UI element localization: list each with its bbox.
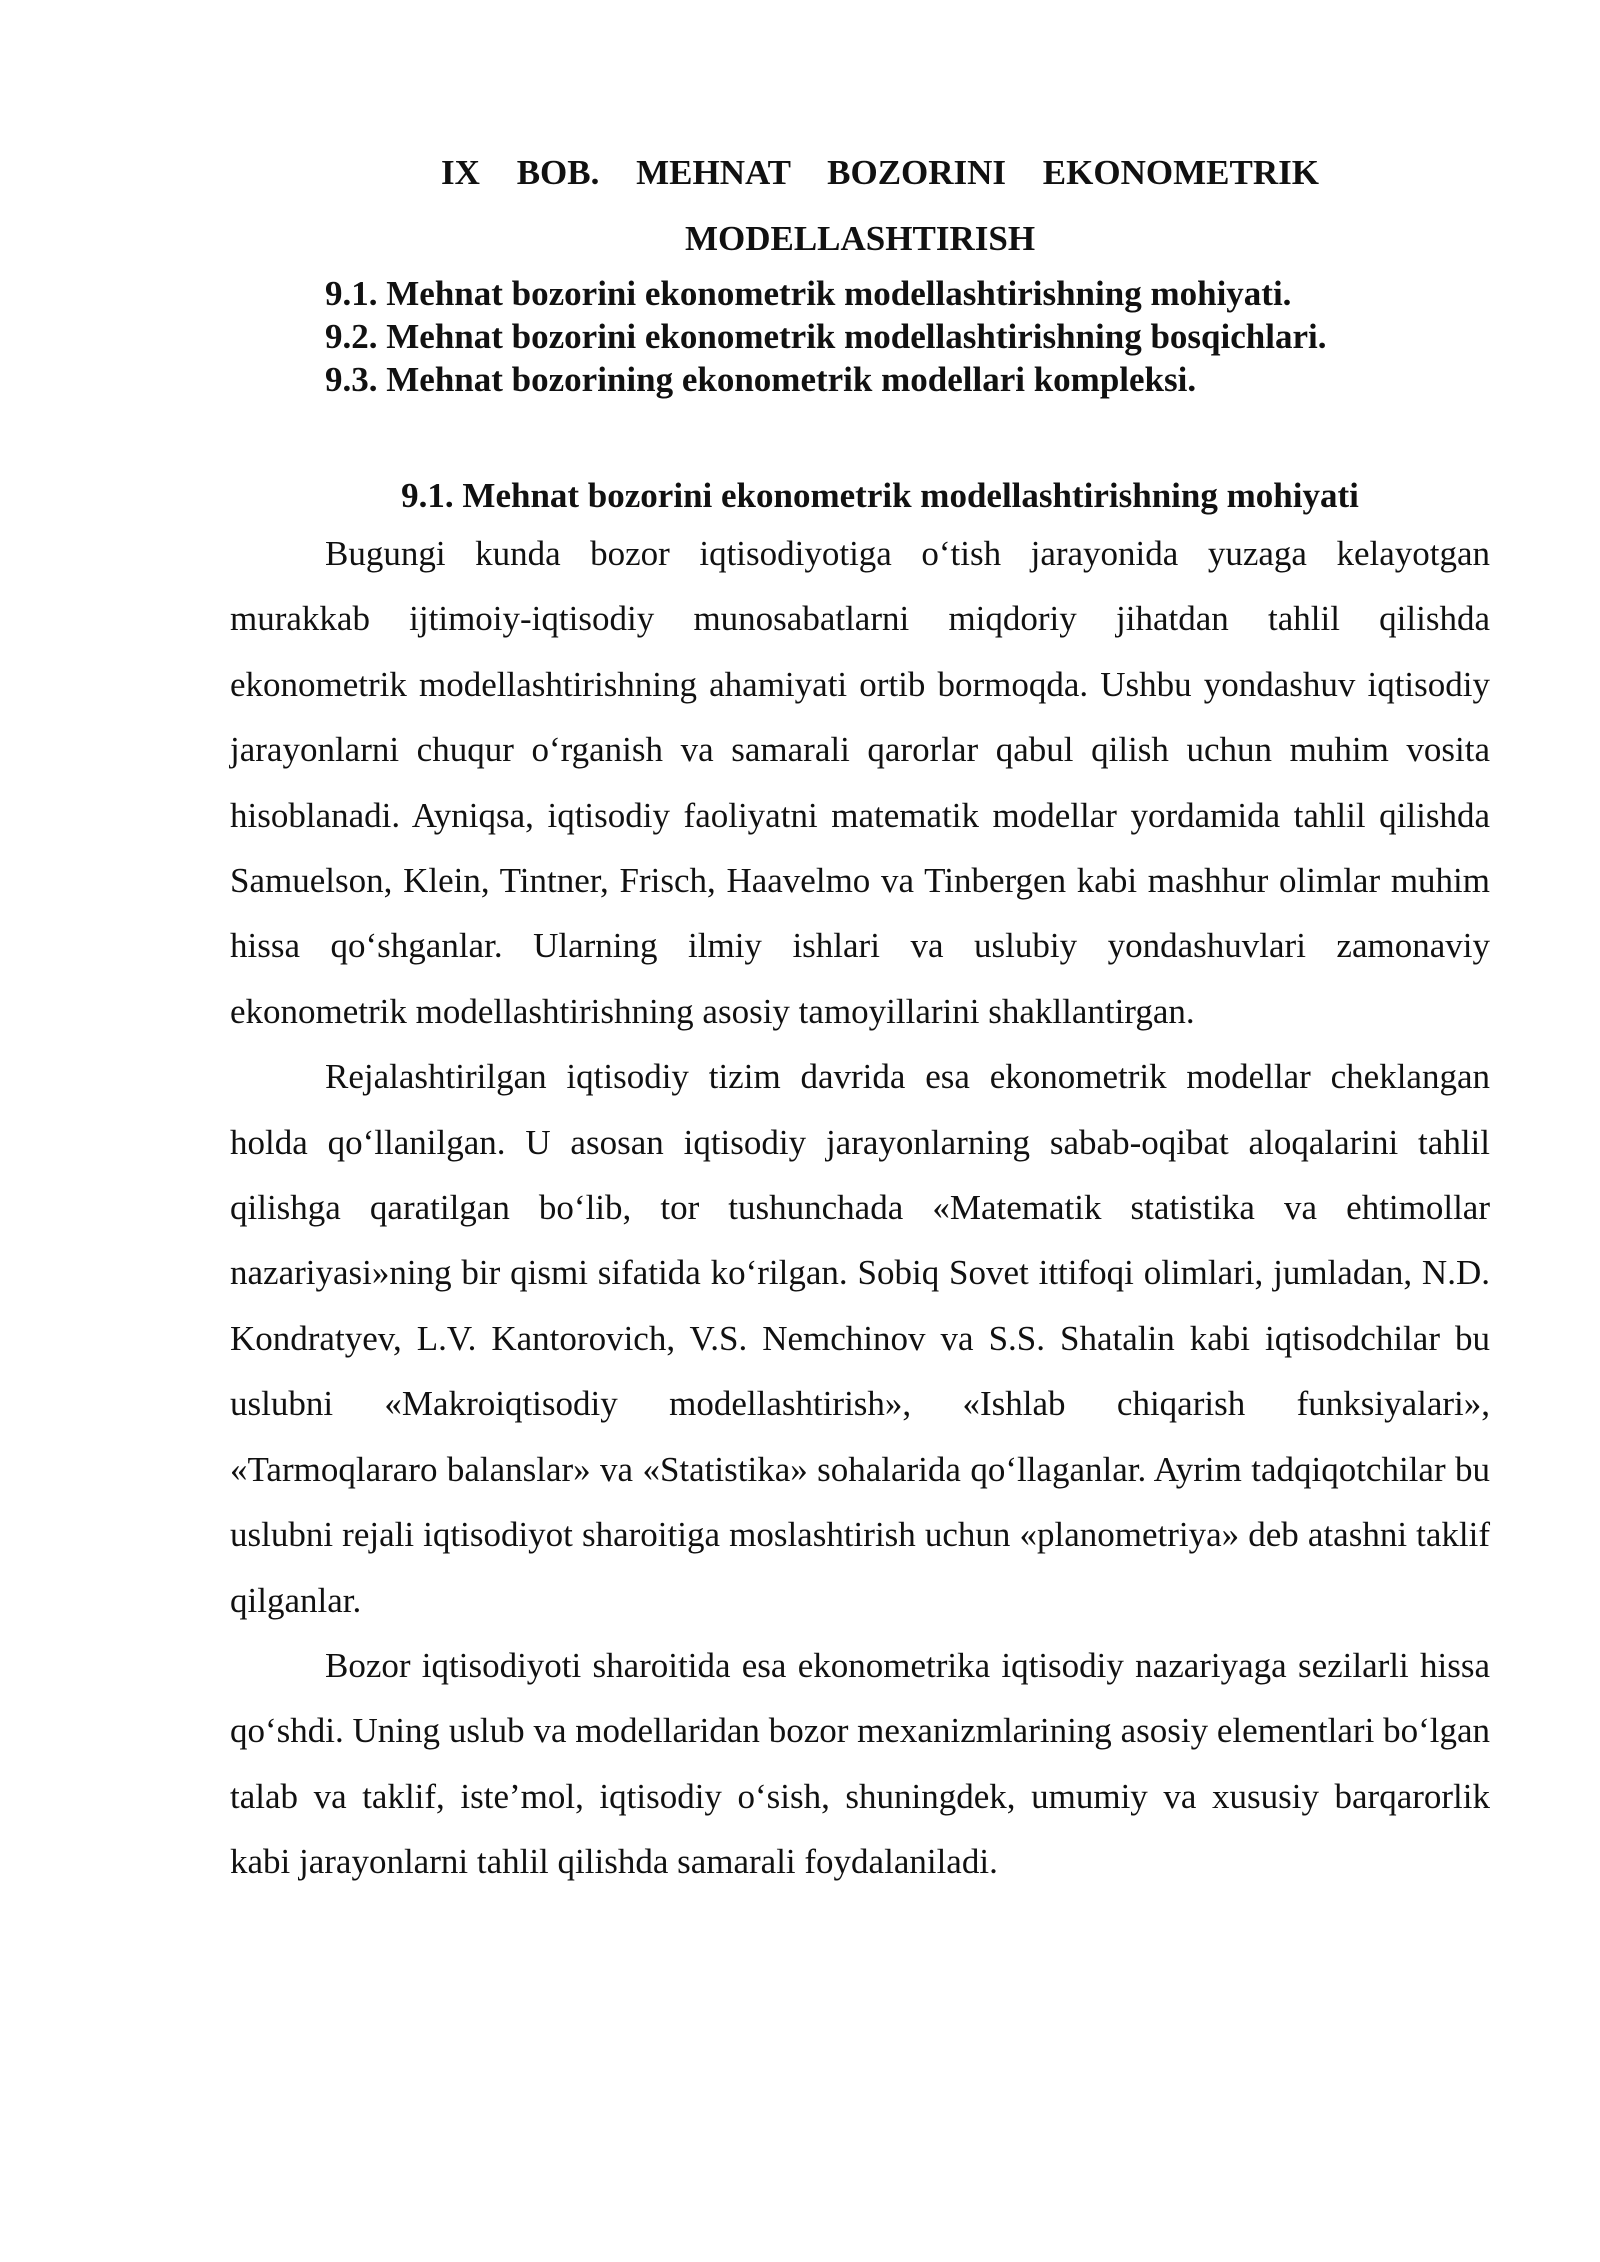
document-page <box>230 140 1490 1895</box>
chapter-title-line-1: IX BOB. MEHNAT BOZORINI EKONOMETRIK <box>441 153 1319 192</box>
chapter-title <box>230 140 1490 272</box>
contents-item-9-3: 9.3. Mehnat bozorining ekonometrik modellari kompleksi. <box>325 360 1197 399</box>
contents-item-9-2: 9.2. Mehnat bozorini ekonometrik modellashtirishning bosqichlari. <box>325 317 1327 356</box>
chapter-title-line-2: MODELLASHTIRISH <box>684 219 1036 258</box>
body-paragraph: Bozor iqtisodiyoti sharoitida esa ekonometrika iqtisodiy nazariyaga sezilarli hissa qo‘shdi. Uning uslub va modellaridan bozor mexanizmlarining asosiy elementlari bo‘lgan talab va taklif, iste’mol, iqtisodiy o‘sish, shuningdek, umumiy va xususiy barqarorlik kabi jarayonlarni tahlil qilishda samarali foydalaniladi. <box>230 1645 1490 1882</box>
chapter-contents <box>230 272 1490 401</box>
body-paragraph: Bugungi kunda bozor iqtisodiyotiga o‘tish jarayonida yuzaga kelayotgan murakkab ijtimoiy-iqtisodiy munosabatlarni miqdoriy jihatdan tahlil qilishda ekonometrik modellashtirishning ahamiyati ortib bormoqda. Ushbu yondashuv iqtisodiy jarayonlarni chuqur o‘rganish va samarali qarorlar qabul qilish uchun muhim vosita hisoblanadi. Ayniqsa, iqtisodiy faoliyatni matematik modellar yordamida tahlil qilishda Samuelson, Klein, Tintner, Frisch, Haavelmo va Tinbergen kabi mashhur olimlar muhim hissa qo‘shganlar. Ularning ilmiy ishlari va uslubiy yondashuvlari zamonaviy ekonometrik modellashtirishning asosiy tamoyillarini shakllantirgan. <box>230 534 1490 1031</box>
body-paragraph: Rejalashtirilgan iqtisodiy tizim davrida esa ekonometrik modellar cheklangan holda qo‘llanilgan. U asosan iqtisodiy jarayonlarning sabab-oqibat aloqalarini tahlil qilishga qaratilgan bo‘lib, tor tushunchada «Matematik statistika va ehtimollar nazariyasi»ning bir qismi sifatida ko‘rilgan. Sobiq Sovet ittifoqi olimlari, jumladan, N.D. Kondratyev, L.V. Kantorovich, V.S. Nemchinov va S.S. Shatalin kabi iqtisodchilar bu uslubni «Makroiqtisodiy modellashtirish», «Ishlab chiqarish funksiyalari», «Tarmoqlararo balanslar» va «Statistika» sohalarida qo‘llaganlar. Ayrim tadqiqotchilar bu uslubni rejali iqtisodiyot sharoitiga moslashtirish uchun «planometriya» deb atashni taklif qilganlar. <box>230 1057 1490 1620</box>
contents-item-9-1: 9.1. Mehnat bozorini ekonometrik modellashtirishning mohiyati. <box>325 274 1292 313</box>
section-heading: 9.1. Mehnat bozorini ekonometrik modellashtirishning mohiyati <box>401 476 1359 515</box>
